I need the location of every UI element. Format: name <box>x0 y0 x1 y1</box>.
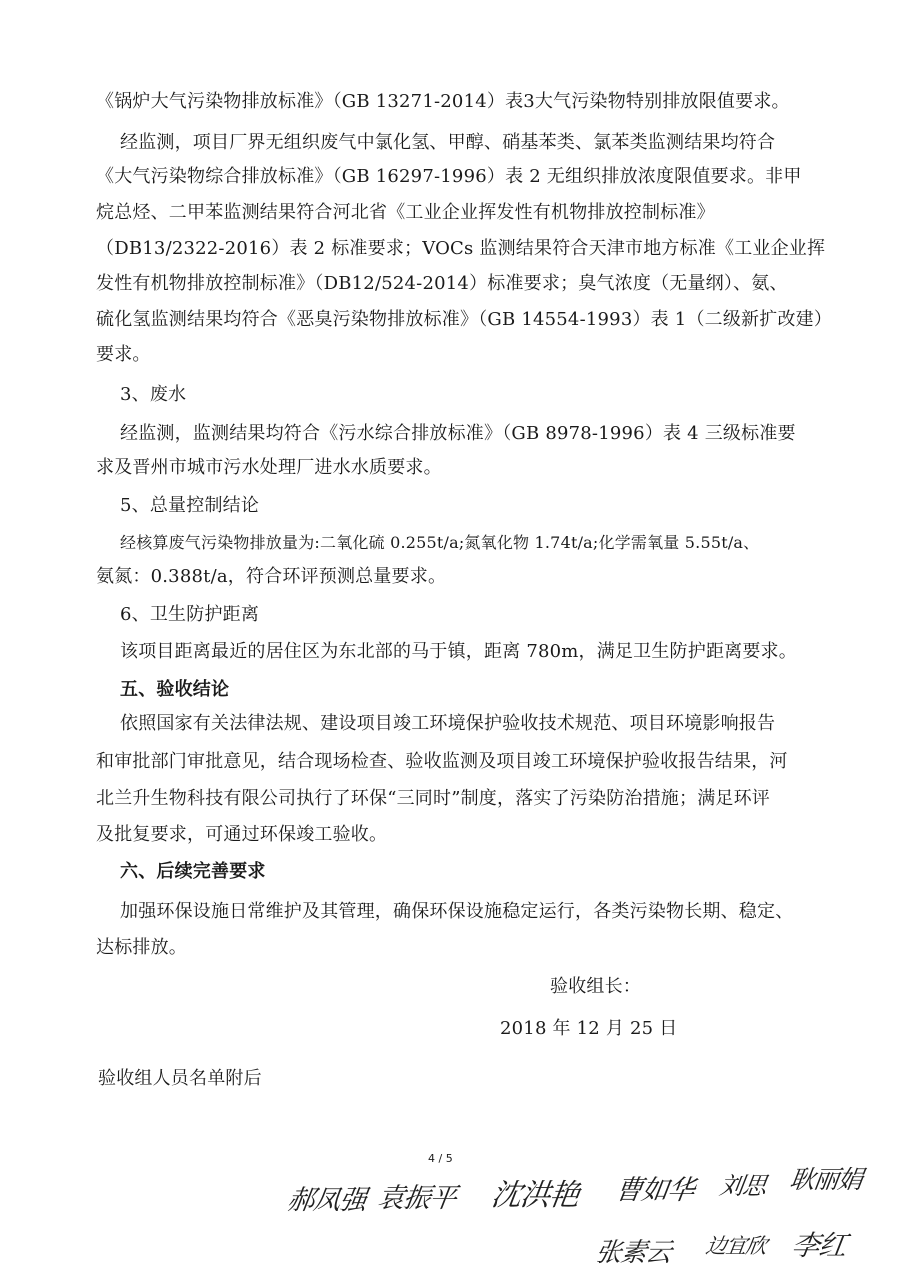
body-line: 硫化氢监测结果均符合《恶臭污染物排放标准》（GB 14554-1993）表 1（二级新扩改建） <box>96 309 833 330</box>
member-note: 验收组人员名单附后 <box>98 1068 262 1089</box>
section-heading-bold: 六、后续完善要求 <box>120 861 266 882</box>
signature: 刘思 <box>717 1172 768 1200</box>
body-line: 《锅炉大气污染物排放标准》（GB 13271-2014）表3大气污染物特别排放限值要求。 <box>96 91 790 112</box>
signature: 边宜欣 <box>704 1234 768 1258</box>
section-heading: 3、废水 <box>120 384 187 405</box>
body-line: 经监测，项目厂界无组织废气中氯化氢、甲醇、硝基苯类、氯苯类监测结果均符合 <box>120 132 776 153</box>
section-heading: 5、总量控制结论 <box>120 495 260 516</box>
section-heading: 6、卫生防护距离 <box>120 604 260 625</box>
signature: 曹如华 <box>613 1175 696 1206</box>
signature: 张素云 <box>593 1238 673 1268</box>
body-line: 经核算废气污染物排放量为:二氧化硫 0.255t/a;氮氧化物 1.74t/a;化学需氧量 5.55t/a、 <box>120 533 760 552</box>
body-line: 氨氮：0.388t/a，符合环评预测总量要求。 <box>96 566 447 587</box>
body-line: 加强环保设施日常维护及其管理，确保环保设施稳定运行，各类污染物长期、稳定、 <box>120 901 794 922</box>
body-line: 依照国家有关法律法规、建设项目竣工环境保护验收技术规范、项目环境影响报告 <box>120 713 776 734</box>
body-line: 该项目距离最近的居住区为东北部的马于镇，距离 780m，满足卫生防护距离要求。 <box>120 641 797 662</box>
page-number: 4 / 5 <box>428 1152 453 1165</box>
body-line: 烷总烃、二甲苯监测结果符合河北省《工业企业挥发性有机物排放控制标准》 <box>96 202 715 223</box>
section-heading-bold: 五、验收结论 <box>120 679 230 700</box>
signature: 沈洪艳 <box>489 1178 581 1213</box>
body-line: （DB13/2322-2016）表 2 标准要求；VOCs 监测结果符合天津市地方标准《工业企业挥 <box>96 238 826 259</box>
body-line: 北兰升生物科技有限公司执行了环保“三同时”制度，落实了污染防治措施；满足环评 <box>96 788 771 809</box>
body-line: 要求。 <box>96 344 151 365</box>
body-line: 《大气污染物综合排放标准》（GB 16297-1996）表 2 无组织排放浓度限值要求。非甲 <box>96 166 802 187</box>
signature: 耿丽娟 <box>787 1165 864 1194</box>
body-line: 及批复要求，可通过环保竣工验收。 <box>96 824 388 845</box>
signature: 袁振平 <box>375 1183 458 1214</box>
body-line: 求及晋州市城市污水处理厂进水水质要求。 <box>96 457 442 478</box>
body-line: 发性有机物排放控制标准》（DB12/524-2014）标准要求；臭气浓度（无量纲）、氨、 <box>96 273 788 294</box>
body-line: 达标排放。 <box>96 937 187 958</box>
date: 2018 年 12 月 25 日 <box>500 1018 678 1039</box>
signature: 李红 <box>789 1229 849 1262</box>
group-leader-label: 验收组长： <box>550 976 641 997</box>
body-line: 和审批部门审批意见，结合现场检查、验收监测及项目竣工环境保护验收报告结果，河 <box>96 751 788 772</box>
body-line: 经监测，监测结果均符合《污水综合排放标准》（GB 8978-1996）表 4 三级标准要 <box>120 423 796 444</box>
signature: 郝凤强 <box>285 1185 368 1216</box>
